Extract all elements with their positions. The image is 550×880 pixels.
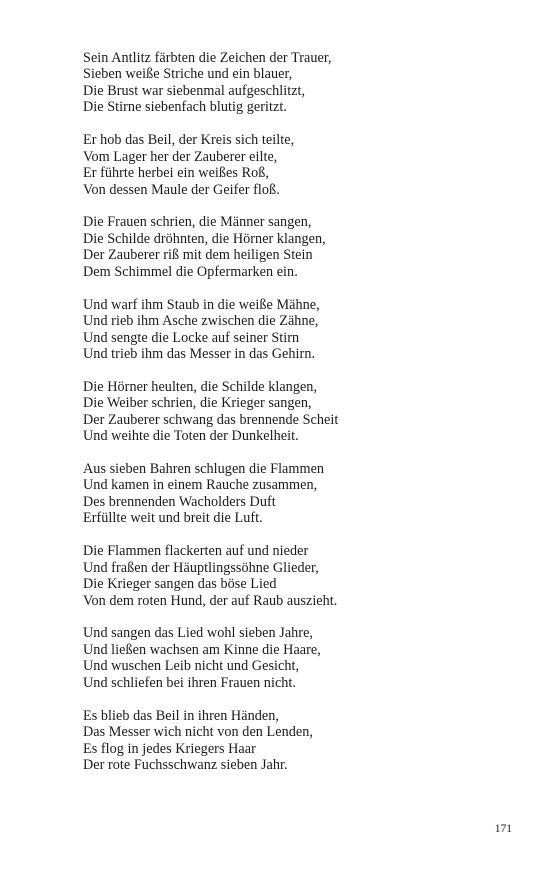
poem-body [83, 50, 503, 790]
poem-line: Sieben weiße Striche und ein blauer, [83, 66, 293, 83]
poem-line: Und fraßen der Häuptlingssöhne Glieder, [83, 559, 319, 576]
poem-line: Und ließen wachsen am Kinne die Haare, [83, 641, 321, 658]
poem-line: Und wuschen Leib nicht und Gesicht, [83, 658, 300, 675]
poem-line: Die Hörner heulten, die Schilde klangen, [83, 378, 318, 395]
stanza-7 [83, 543, 503, 609]
stanza-3 [83, 214, 503, 280]
poem-line: Er hob das Beil, der Kreis sich teilte, [83, 132, 295, 149]
poem-line: Die Stirne siebenfach blutig geritzt. [83, 99, 287, 116]
stanza-4 [83, 297, 503, 363]
stanza-8 [83, 625, 503, 691]
poem-line: Und warf ihm Staub in die weiße Mähne, [83, 296, 320, 313]
poem-line: Des brennenden Wacholders Duft [83, 493, 276, 510]
poem-line: Und rieb ihm Asche zwischen die Zähne, [83, 313, 319, 330]
poem-line: Die Brust war siebenmal aufgeschlitzt, [83, 82, 306, 99]
poem-line: Der Zauberer riß mit dem heiligen Stein [83, 247, 313, 264]
poem-line: Die Schilde dröhnten, die Hörner klangen, [83, 230, 326, 247]
poem-line: Und trieb ihm das Messer in das Gehirn. [83, 345, 316, 362]
poem-line: Der rote Fuchsschwanz sieben Jahr. [83, 756, 288, 773]
poem-line: Dem Schimmel die Opfermarken ein. [83, 263, 298, 280]
poem-line: Er führte herbei ein weißes Roß, [83, 165, 269, 182]
poem-line: Und sengte die Locke auf seiner Stirn [83, 329, 300, 346]
poem-line: Die Frauen schrien, die Männer sangen, [83, 214, 312, 231]
poem-line: Von dem roten Hund, der auf Raub auszieht. [83, 592, 338, 609]
poem-line: Sein Antlitz färbten die Zeichen der Trauer, [83, 50, 332, 66]
poem-line: Es flog in jedes Kriegers Haar [83, 740, 256, 757]
poem-line: Erfüllte weit und breit die Luft. [83, 510, 263, 527]
poem-line: Das Messer wich nicht von den Lenden, [83, 724, 313, 741]
poem-line: Von dessen Maule der Geifer floß. [83, 181, 280, 198]
poem-line: Die Flammen flackerten auf und nieder [83, 543, 309, 560]
stanza-1 [83, 50, 503, 116]
poem-line: Die Krieger sangen das böse Lied [83, 576, 277, 593]
stanza-6 [83, 461, 503, 527]
poem-line: Und kamen in einem Rauche zusammen, [83, 477, 318, 494]
poem-line: Und sangen das Lied wohl sieben Jahre, [83, 625, 314, 642]
poem-line: Die Weiber schrien, die Krieger sangen, [83, 395, 312, 412]
stanza-9 [83, 708, 503, 774]
page-number: 171 [494, 823, 512, 835]
poem-line: Der Zauberer schwang das brennende Scheit [83, 411, 339, 428]
poem-line: Aus sieben Bahren schlugen die Flammen [83, 461, 325, 478]
poem-line: Vom Lager her der Zauberer eilte, [83, 148, 278, 165]
poem-line: Und weihte die Toten der Dunkelheit. [83, 428, 299, 445]
stanza-5 [83, 379, 503, 445]
stanza-2 [83, 132, 503, 198]
poem-line: Es blieb das Beil in ihren Händen, [83, 707, 279, 724]
poem-line: Und schliefen bei ihren Frauen nicht. [83, 674, 297, 691]
